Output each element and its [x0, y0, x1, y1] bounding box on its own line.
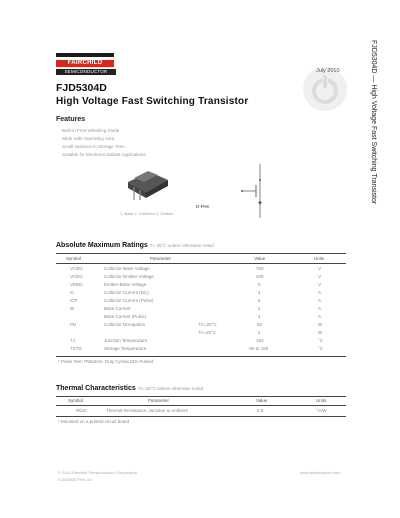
cell-parameter: Storage Temperature — [104, 346, 147, 351]
col-header-units: Units — [316, 398, 327, 403]
cell-symbol: TSTG — [70, 346, 82, 351]
thermal-title: Thermal Characteristics — [56, 385, 136, 392]
part-number: FJD5304D — [56, 82, 107, 94]
cell-symbol: VCBO — [70, 266, 83, 271]
cell-symbol: VEBO — [70, 282, 83, 287]
logo-brand: FAIRCHILD — [56, 60, 114, 67]
cell-parameter: Collector Current (Pulse) — [104, 298, 154, 303]
cell-units: W — [318, 330, 323, 335]
thermal-footnote: * Mounted on a printed circuit board — [58, 419, 130, 424]
table-rule — [56, 356, 346, 357]
package-label: D-PAK — [196, 204, 210, 209]
cell-symbol: VCEO — [70, 274, 83, 279]
cell-parameter: Junction Temperature — [104, 338, 148, 343]
cell-value: 2.5 — [257, 408, 264, 413]
page-title: High Voltage Fast Switching Transistor — [56, 96, 249, 107]
col-header-units: Units — [314, 256, 325, 261]
table-rule — [56, 396, 346, 397]
features-heading: Features — [56, 116, 86, 123]
abs-max-note-t: T — [149, 243, 153, 248]
abs-max-title: Absolute Maximum Ratings — [56, 242, 148, 249]
cell-units: V — [318, 282, 322, 287]
abs-max-note: = 25°C unless otherwise noted — [152, 243, 214, 248]
cell-condition: TA=25°C — [198, 330, 217, 335]
cell-parameter: Collector Dissipation — [104, 322, 146, 327]
cell-value: 400 — [256, 274, 264, 279]
cell-value: 50 — [257, 322, 263, 327]
cell-symbol: PD — [70, 322, 77, 327]
cell-symbol: TJ — [70, 338, 75, 343]
thermal-heading — [56, 385, 203, 392]
cell-units: °C — [318, 338, 324, 343]
col-header-symbol: Symbol — [66, 256, 82, 261]
thermal-note: TA=25°C unless otherwise noted — [137, 386, 204, 391]
cell-parameter: Base Current — [104, 306, 131, 311]
table-rule — [56, 416, 346, 417]
col-header-value: Value — [256, 398, 268, 403]
cell-value: 150 — [256, 338, 264, 343]
abs-max-heading — [56, 242, 214, 249]
table-rule — [56, 253, 346, 254]
feature-item: Wide Safe Operating Area — [62, 136, 115, 141]
dpak-package-image — [120, 160, 180, 200]
footer-copyright: © 2010 Fairchild Semiconductor Corporation — [58, 470, 137, 475]
footer-website[interactable]: www.fairchildsemi.com — [300, 470, 341, 475]
cell-condition: TC=25°C — [198, 322, 217, 327]
col-header-symbol: Symbol — [68, 398, 84, 403]
cell-units: V — [318, 266, 322, 271]
cell-value: 8 — [258, 298, 261, 303]
abs-max-footnote: * Pulse Test: PW≤5ms, Duty Cycle≤10% Pulsed — [58, 359, 154, 364]
cell-parameter: Thermal Resistance, Junction to Ambient — [106, 408, 188, 413]
logo-subtitle: SEMICONDUCTOR — [56, 69, 116, 75]
cell-parameter: Emitter-Base Voltage — [104, 282, 147, 287]
cell-units: V — [318, 274, 322, 279]
cell-value: -65 to 150 — [248, 346, 269, 351]
cell-value: 2 — [258, 306, 261, 311]
side-title-text: FJD5304D — High Voltage Fast Switching Transistor — [370, 40, 377, 205]
cell-units: A — [318, 314, 322, 319]
cell-value: 700 — [256, 266, 264, 271]
feature-item: Built-in Free Wheeling Diode — [62, 128, 120, 133]
release-date: July 2010 — [316, 68, 340, 74]
cell-parameter: Collector-Base Voltage — [104, 266, 150, 271]
col-header-value: Value — [254, 256, 266, 261]
transistor-symbol — [232, 162, 272, 220]
cell-units: A — [318, 290, 322, 295]
cell-symbol: ICP — [70, 298, 78, 303]
package-pins: 1. Base 2. Collector 3. Emitter — [120, 211, 174, 216]
cell-parameter: Collector Current (DC) — [104, 290, 149, 295]
cell-value: 4 — [258, 290, 261, 295]
logo-top-bar — [56, 53, 114, 57]
cell-parameter: Base Current (Pulse) — [104, 314, 147, 319]
table-rule — [56, 263, 346, 264]
cell-symbol: IC — [70, 290, 75, 295]
feature-item: Small Variance in Storage Time — [62, 144, 125, 149]
cell-value: 9 — [258, 282, 261, 287]
feature-item: Suitable for Electronic Ballast Applications — [62, 152, 146, 157]
cell-symbol: IB — [70, 306, 75, 311]
col-header-parameter: Parameter — [148, 398, 170, 403]
cell-units: °C — [318, 346, 324, 351]
table-rule — [56, 405, 346, 406]
footer-revision: FJD5304D Rev. A0 — [58, 477, 92, 482]
cell-units: W — [318, 322, 323, 327]
cell-units: A — [318, 306, 322, 311]
col-header-parameter: Parameter — [150, 256, 172, 261]
cell-units: A — [318, 298, 322, 303]
cell-parameter: Collector-Emitter Voltage — [104, 274, 154, 279]
cell-value: 4 — [258, 314, 261, 319]
side-title — [368, 40, 378, 280]
cell-units: °C/W — [316, 408, 327, 413]
cell-value: 2 — [258, 330, 261, 335]
cell-symbol: RθJC — [76, 408, 88, 413]
